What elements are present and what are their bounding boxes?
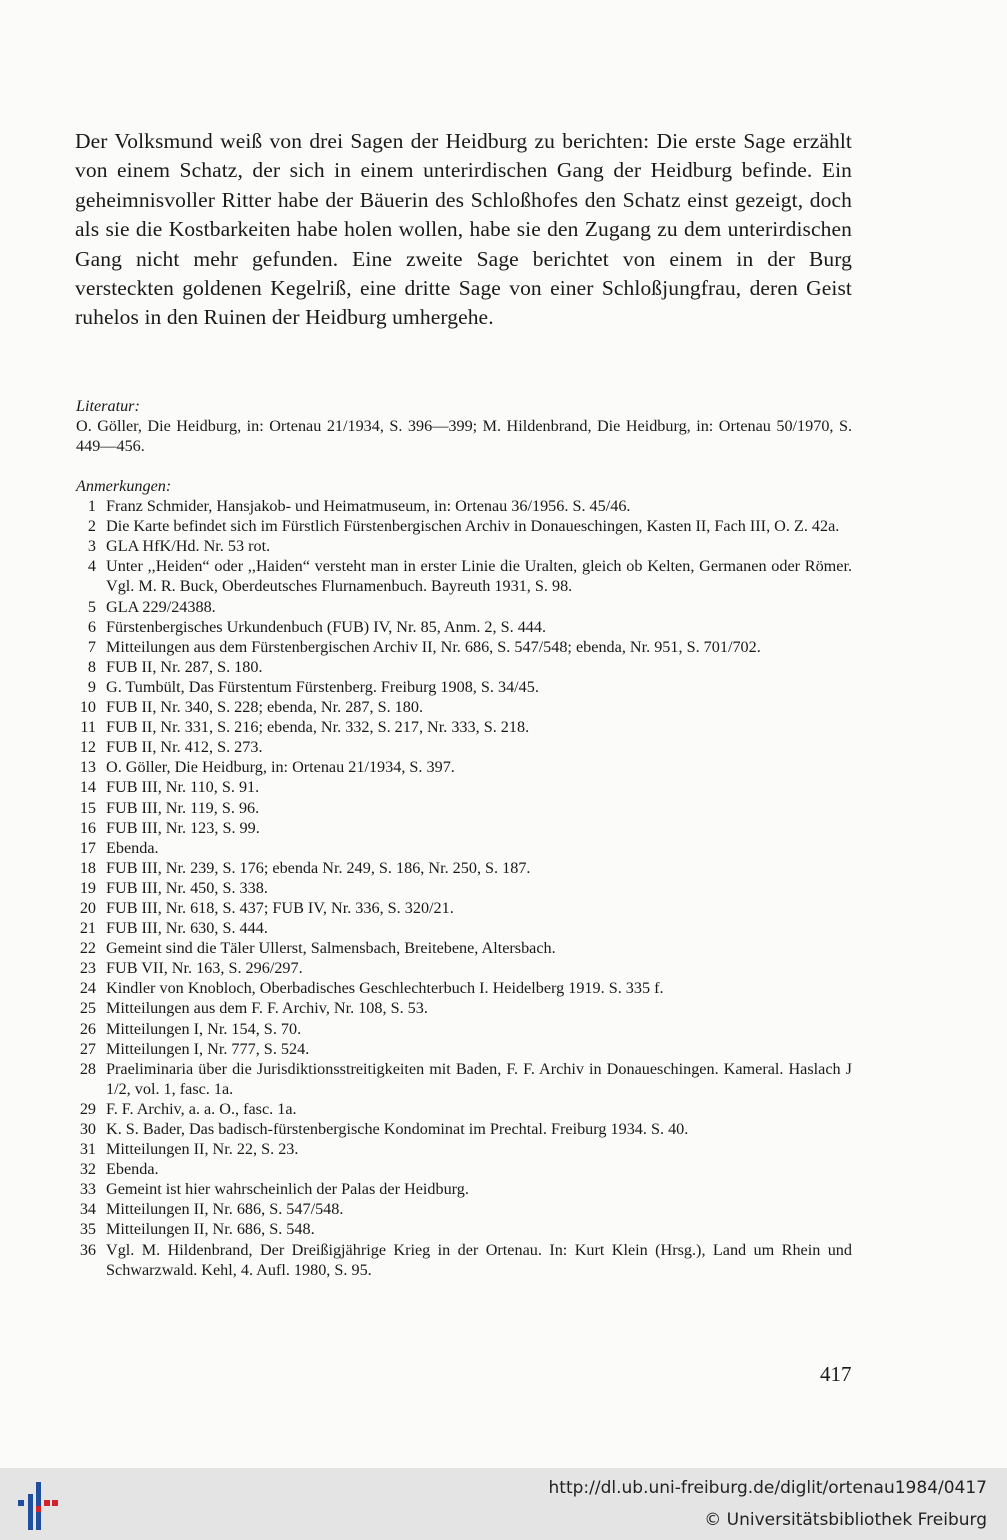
note-number: 3	[87, 537, 96, 556]
note-item	[76, 818, 852, 838]
literature-section	[76, 396, 852, 457]
note-item	[76, 697, 852, 717]
note-text: Mitteilungen II, Nr. 686, S. 547/548.	[106, 1200, 344, 1219]
note-number: 1	[87, 497, 96, 516]
note-item	[76, 1139, 852, 1159]
note-text: FUB II, Nr. 287, S. 180.	[106, 657, 263, 676]
literature-heading: Literatur:	[76, 397, 140, 415]
note-item	[76, 838, 852, 858]
note-text: Ebenda.	[106, 838, 159, 857]
note-number: 35	[79, 1220, 96, 1239]
note-item	[76, 1159, 852, 1179]
note-item	[76, 938, 852, 958]
note-number: 13	[79, 758, 96, 777]
note-text: G. Tumbült, Das Fürstentum Fürstenberg. Freiburg 1908, S. 34/45.	[106, 677, 539, 696]
note-text: Fürstenbergisches Urkundenbuch (FUB) IV, Nr. 85, Anm. 2, S. 444.	[106, 617, 547, 636]
note-item	[76, 918, 852, 938]
note-number: 9	[87, 677, 96, 696]
note-text: FUB II, Nr. 412, S. 273.	[106, 738, 263, 757]
note-item	[76, 858, 852, 878]
note-text: Franz Schmider, Hansjakob- und Heimatmuseum, in: Ortenau 36/1956. S. 45/46.	[106, 497, 631, 516]
note-text: GLA HfK/Hd. Nr. 53 rot.	[106, 537, 271, 556]
note-number: 4	[87, 557, 96, 576]
note-number: 31	[79, 1140, 96, 1159]
note-text: Mitteilungen I, Nr. 154, S. 70.	[106, 1019, 302, 1038]
note-item	[76, 898, 852, 918]
note-text: O. Göller, Die Heidburg, in: Ortenau 21/1934, S. 397.	[106, 758, 455, 777]
note-number: 22	[79, 939, 96, 958]
note-text: Mitteilungen II, Nr. 686, S. 548.	[106, 1220, 315, 1239]
note-item	[76, 1179, 852, 1199]
note-item	[76, 617, 852, 637]
note-item	[76, 777, 852, 797]
note-item	[76, 978, 852, 998]
note-text: GLA 229/24388.	[106, 597, 216, 616]
note-number: 17	[79, 838, 96, 857]
note-number: 36	[79, 1240, 96, 1259]
note-item	[76, 958, 852, 978]
note-number: 10	[79, 698, 96, 717]
note-text: Mitteilungen aus dem Fürstenbergischen Archiv II, Nr. 686, S. 547/548; ebenda, Nr. 951, S. 701/702.	[106, 637, 761, 656]
note-number: 2	[87, 517, 96, 536]
footer-bar	[0, 1468, 1007, 1540]
note-item	[76, 757, 852, 777]
note-number: 24	[79, 979, 96, 998]
note-text: Ebenda.	[106, 1160, 159, 1179]
note-number: 12	[79, 738, 96, 757]
note-text: FUB II, Nr. 331, S. 216; ebenda, Nr. 332, S. 217, Nr. 333, S. 218.	[106, 718, 530, 737]
note-text: Vgl. M. Hildenbrand, Der Dreißigjährige Krieg in der Ortenau. In: Kurt Klein (Hrsg.), Land um Rhein und Schwarzwald. Kehl, 4. Aufl. 1980, S. 95.	[106, 1240, 852, 1279]
note-number: 19	[79, 878, 96, 897]
note-item	[76, 536, 852, 556]
note-text: F. F. Archiv, a. a. O., fasc. 1a.	[106, 1099, 297, 1118]
literature-text: O. Göller, Die Heidburg, in: Ortenau 21/1934, S. 396—399; M. Hildenbrand, Die Heidburg, in: Ortenau 50/1970, S. 449—456.	[76, 417, 852, 456]
note-text: FUB III, Nr. 450, S. 338.	[106, 878, 268, 897]
note-text: Die Karte befindet sich im Fürstlich Fürstenbergischen Archiv in Donaueschingen, Kasten II, Fach III, O. Z. 42a.	[106, 517, 840, 536]
note-item	[76, 798, 852, 818]
note-number: 34	[79, 1200, 96, 1219]
ub-freiburg-logo-icon[interactable]	[14, 1476, 64, 1534]
note-item	[76, 597, 852, 617]
note-text: FUB III, Nr. 110, S. 91.	[106, 778, 260, 797]
note-text: K. S. Bader, Das badisch-fürstenbergische Kondominat im Prechtal. Freiburg 1934. S. 40.	[106, 1120, 689, 1138]
note-text: FUB III, Nr. 618, S. 437; FUB IV, Nr. 336, S. 320/21.	[106, 898, 454, 917]
note-text: FUB III, Nr. 119, S. 96.	[106, 798, 260, 817]
note-number: 27	[79, 1039, 96, 1058]
note-text: FUB III, Nr. 630, S. 444.	[106, 919, 268, 938]
note-number: 8	[87, 657, 96, 676]
note-number: 29	[79, 1099, 96, 1118]
note-item	[76, 1199, 852, 1219]
notes-section	[76, 476, 852, 1280]
note-number: 33	[79, 1180, 96, 1199]
note-item	[76, 1059, 852, 1099]
note-item	[76, 1019, 852, 1039]
note-text: FUB II, Nr. 340, S. 228; ebenda, Nr. 287, S. 180.	[106, 698, 423, 717]
note-number: 26	[79, 1019, 96, 1038]
note-item	[76, 657, 852, 677]
note-number: 23	[79, 959, 96, 978]
notes-heading: Anmerkungen:	[76, 477, 172, 495]
note-text: Gemeint sind die Täler Ullerst, Salmensbach, Breitebene, Altersbach.	[106, 939, 556, 958]
note-item	[76, 878, 852, 898]
note-number: 18	[79, 858, 96, 877]
notes-list	[76, 496, 852, 1280]
note-item	[76, 496, 852, 516]
note-item	[76, 637, 852, 657]
note-text: Mitteilungen I, Nr. 777, S. 524.	[106, 1039, 310, 1058]
body-paragraph: Der Volksmund weiß von drei Sagen der Heidburg zu berichten: Die erste Sage erzählt von einem Schatz, der sich in einem unterirdischen Gang der Heidburg befinde. Ein geheimnisvoller Ritter habe der Bäuerin des Schloßhofes den Schatz einst gezeigt, doch als sie die Kostbarkeiten habe holen wollen, habe sie den Zugang zu dem unterirdischen Gang nicht mehr gefunden. Eine zweite Sage berichtet von einem in der Burg versteckten goldenen Kegelriß, eine dritte Sage von einer Schloßjungfrau, deren Geist ruhelos in den Ruinen der Heidburg umhergehe.	[75, 129, 852, 330]
note-number: 7	[87, 637, 96, 656]
note-text: Gemeint ist hier wahrscheinlich der Palas der Heidburg.	[106, 1180, 469, 1199]
note-item	[76, 737, 852, 757]
note-text: Mitteilungen aus dem F. F. Archiv, Nr. 108, S. 53.	[106, 999, 428, 1018]
note-item	[76, 556, 852, 596]
note-text: Kindler von Knobloch, Oberbadisches Geschlechterbuch I. Heidelberg 1919. S. 335 f.	[106, 979, 664, 998]
note-item	[76, 998, 852, 1018]
note-item	[76, 1119, 852, 1139]
note-number: 15	[79, 798, 96, 817]
note-number: 16	[79, 818, 96, 837]
note-item	[76, 1240, 852, 1280]
note-item	[76, 717, 852, 737]
note-text: Praeliminaria über die Jurisdiktionsstreitigkeiten mit Baden, F. F. Archiv in Donaueschingen. Kameral. Haslach J 1/2, vol. 1, fasc. 1a.	[106, 1059, 852, 1098]
note-item	[76, 1219, 852, 1239]
footer-url-link[interactable]: http://dl.ub.uni-freiburg.de/diglit/ortenau1984/0417	[548, 1478, 987, 1498]
note-number: 5	[87, 597, 96, 616]
note-item	[76, 516, 852, 536]
page-number: 417	[820, 1362, 852, 1386]
note-text: FUB VII, Nr. 163, S. 296/297.	[106, 959, 303, 978]
note-item	[76, 1039, 852, 1059]
note-number: 6	[87, 617, 96, 636]
note-number: 28	[79, 1059, 96, 1078]
note-text: Unter ,,Heiden“ oder ,,Haiden“ versteht man in erster Linie die Uralten, gleich ob Kelten, Germanen oder Römer. Vgl. M. R. Buck, Oberdeutsches Flurnamenbuch. Bayreuth 1931, S. 98.	[106, 557, 852, 596]
note-text: Mitteilungen II, Nr. 22, S. 23.	[106, 1140, 299, 1159]
note-text: FUB III, Nr. 239, S. 176; ebenda Nr. 249, S. 186, Nr. 250, S. 187.	[106, 858, 531, 877]
note-item	[76, 1099, 852, 1119]
note-number: 21	[79, 919, 96, 938]
note-number: 32	[79, 1160, 96, 1179]
note-number: 11	[80, 718, 96, 737]
note-number: 30	[79, 1120, 96, 1138]
note-number: 20	[79, 898, 96, 917]
footer-copyright: © Universitätsbibliothek Freiburg	[704, 1510, 987, 1530]
note-number: 14	[79, 778, 96, 797]
note-item	[76, 677, 852, 697]
note-text: FUB III, Nr. 123, S. 99.	[106, 818, 260, 837]
note-number: 25	[79, 999, 96, 1018]
